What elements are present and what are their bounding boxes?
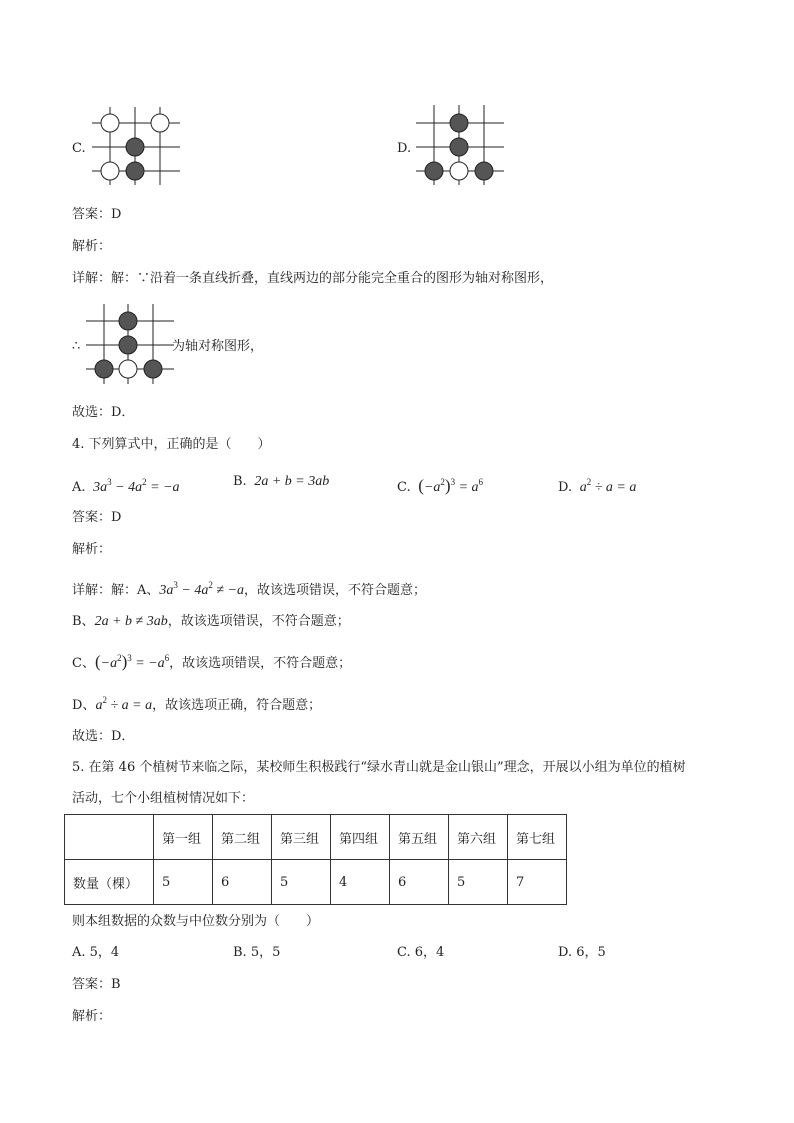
white-stone: [119, 360, 137, 378]
therefore-tail: 为轴对称图形，: [172, 339, 264, 354]
table-header-cell: 第三组: [272, 815, 331, 860]
option-d-label: D.: [397, 141, 412, 156]
q4-option-a: [72, 474, 180, 496]
q5-answer: 答案：B: [72, 977, 121, 992]
black-stone: [95, 360, 113, 378]
white-stone: [101, 114, 119, 132]
table-header-cell: 第四组: [331, 815, 390, 860]
q4-stem: 4. 下列算式中，正确的是（ ）: [72, 437, 271, 452]
table-cell: 4: [331, 860, 390, 905]
black-stone: [126, 162, 144, 180]
table-header-cell: 第一组: [154, 815, 213, 860]
table-cell: 数量（棵）: [65, 860, 154, 905]
therefore-symbol: ∴: [72, 339, 81, 354]
black-stone: [475, 162, 493, 180]
q5-question: 则本组数据的众数与中位数分别为（ ）: [72, 914, 320, 929]
tree-planting-table: [64, 814, 567, 905]
q5-option-c: C. 6，4: [397, 945, 445, 960]
q4-answer: 答案：D: [72, 510, 122, 525]
option-d-formula: $a^2 \div a = a$: [579, 477, 637, 495]
q3-analysis: 解析：: [72, 239, 112, 254]
table-header-cell: [65, 815, 154, 860]
q4-detail-a: 详解：解：A、$3a^3 - 4a^2 \ne -a$，故该选项错误，不符合题意；: [72, 580, 426, 598]
q5-option-d: D. 6，5: [558, 945, 606, 960]
option-label: C.: [397, 480, 411, 495]
black-stone: [450, 114, 468, 132]
white-stone: [151, 114, 169, 132]
table-cell: 6: [390, 860, 449, 905]
q5-analysis: 解析：: [72, 1009, 112, 1024]
table-cell: 6: [213, 860, 272, 905]
table-cell: 5: [449, 860, 508, 905]
go-board-figure-d: [416, 105, 506, 185]
option-a-formula: $3a^3 - 4a^2 = -a$: [89, 477, 180, 495]
q4-option-b: [233, 474, 329, 490]
black-stone: [144, 360, 162, 378]
q3-answer: 答案：D: [72, 207, 122, 222]
table-header-cell: 第六组: [449, 815, 508, 860]
q4-option-c: [397, 474, 483, 496]
black-stone: [119, 336, 137, 354]
option-b-formula: 2a + b = 3ab: [250, 474, 330, 489]
q5-option-b: B. 5，5: [233, 945, 281, 960]
option-label: D.: [558, 480, 573, 495]
go-board-answer-figure: [86, 304, 176, 384]
white-stone: [101, 162, 119, 180]
option-c-label: C.: [72, 141, 86, 156]
option-label: A.: [72, 480, 86, 495]
q4-detail-b: B、2a + b ≠ 3ab，故该选项错误，不符合题意；: [72, 614, 350, 629]
black-stone: [119, 312, 137, 330]
q3-choice: 故选：D．: [72, 405, 135, 420]
black-stone: [425, 162, 443, 180]
q4-detail-d: D、$a^2 \div a = a$，故该选项正确，符合题意；: [72, 695, 322, 713]
q5-stem-line2: 活动，七个小组植树情况如下：: [72, 791, 255, 806]
table-header-cell: 第五组: [390, 815, 449, 860]
table-cell: 7: [508, 860, 567, 905]
option-label: B.: [233, 474, 247, 489]
q4-choice: 故选：D．: [72, 729, 135, 744]
black-stone: [126, 138, 144, 156]
black-stone: [450, 138, 468, 156]
option-c-formula: $(-a^2)^3 = a^6$: [418, 476, 484, 495]
table-header-cell: 第二组: [213, 815, 272, 860]
table-cell: 5: [272, 860, 331, 905]
table-header-row: [65, 815, 567, 860]
q5-stem-line1: 5. 在第 46 个植树节来临之际，某校师生积极践行“绿水青山就是金山银山”理念，开展以小组为单位的植树: [72, 760, 686, 775]
go-board-figure-c: [92, 107, 182, 187]
table-cell: 5: [154, 860, 213, 905]
white-stone: [450, 162, 468, 180]
q4-option-d: [558, 474, 636, 496]
q5-option-a: A. 5，4: [72, 945, 120, 960]
q4-detail-c: C、$(-a^2)^3 = -a^6$，故该选项错误，不符合题意；: [72, 652, 352, 671]
table-row: [65, 860, 567, 905]
q3-detail: 详解：解：∵沿着一条直线折叠，直线两边的部分能完全重合的图形为轴对称图形，: [72, 271, 554, 286]
table-header-cell: 第七组: [508, 815, 567, 860]
q4-analysis: 解析：: [72, 542, 112, 557]
